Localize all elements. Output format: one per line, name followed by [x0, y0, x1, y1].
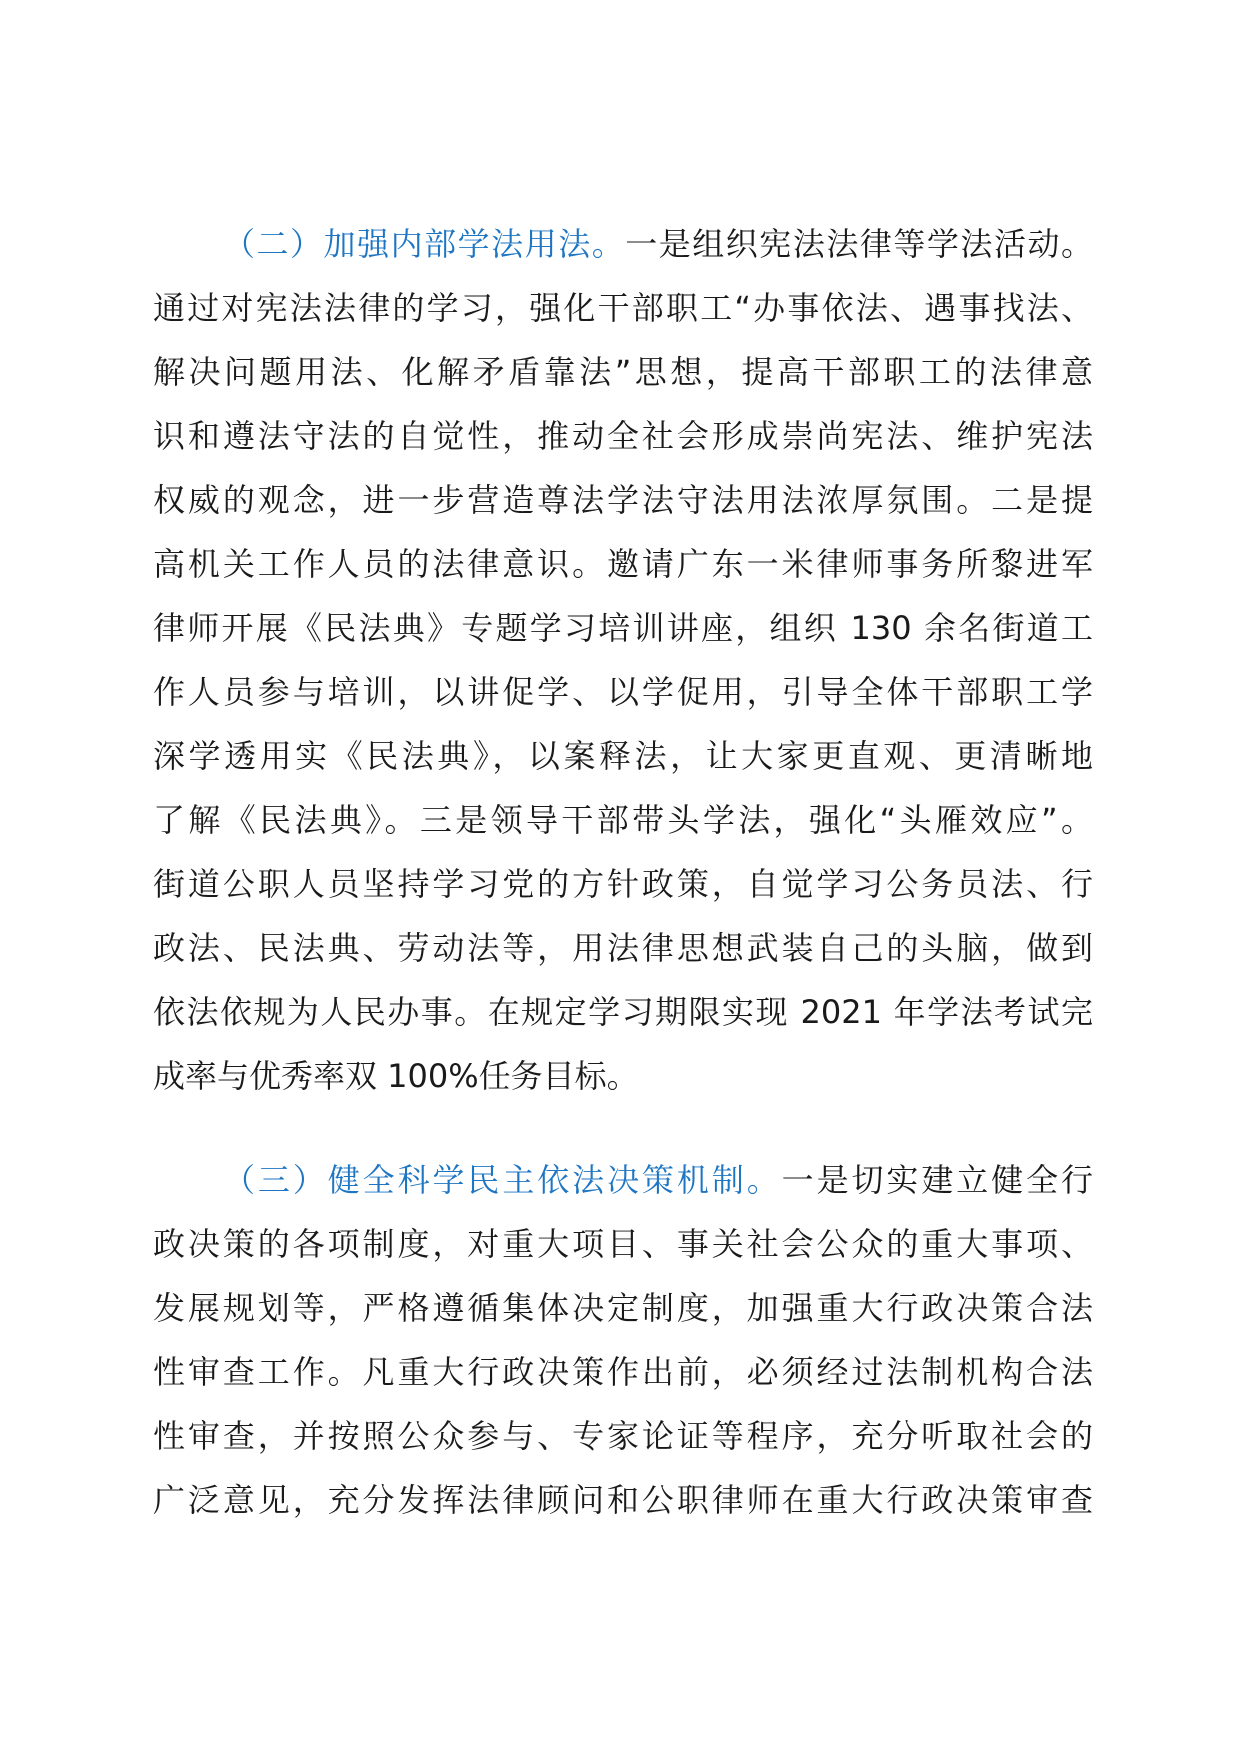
- paragraph-text: 一是切实建立健全行: [781, 1161, 1093, 1199]
- paragraph-line: 律师开展《民法典》专题学习培训讲座，组织 130 余名街道工: [153, 609, 1093, 647]
- paragraph-line: 识和遵法守法的自觉性，推动全社会形成崇尚宪法、维护宪法: [153, 417, 1093, 455]
- paragraph-line: 深学透用实《民法典》，以案释法，让大家更直观、更清晰地: [153, 737, 1093, 775]
- paragraph-text: 一是组织宪法法律等学法活动。: [625, 225, 1093, 263]
- paragraph-line: 性审查工作。凡重大行政决策作出前，必须经过法制机构合法: [153, 1353, 1093, 1391]
- section-heading: （三）健全科学民主依法决策机制。: [223, 1161, 782, 1199]
- paragraph-line: 政决策的各项制度，对重大项目、事关社会公众的重大事项、: [153, 1225, 1093, 1263]
- paragraph-line: 权威的观念，进一步营造尊法学法守法用法浓厚氛围。二是提: [153, 481, 1093, 519]
- paragraph-line: 通过对宪法法律的学习，强化干部职工“办事依法、遇事找法、: [153, 289, 1093, 327]
- paragraph-line: 解决问题用法、化解矛盾靠法”思想，提高干部职工的法律意: [153, 353, 1093, 391]
- paragraph-line: 了解《民法典》。三是领导干部带头学法，强化“头雁效应”。: [153, 801, 1093, 839]
- paragraph-line: 发展规划等，严格遵循集体决定制度，加强重大行政决策合法: [153, 1289, 1093, 1327]
- paragraph-line: 作人员参与培训，以讲促学、以学促用，引导全体干部职工学: [153, 673, 1093, 711]
- paragraph-last-line: 成率与优秀率双 100%任务目标。: [153, 1057, 639, 1095]
- paragraph-section-3: [153, 1148, 1093, 1532]
- paragraph-line: 性审查，并按照公众参与、专家论证等程序，充分听取社会的: [153, 1417, 1093, 1455]
- section-heading: （二）加强内部学法用法。: [223, 225, 626, 263]
- paragraph-first-line: [153, 212, 1093, 276]
- paragraph-line: 广泛意见，充分发挥法律顾问和公职律师在重大行政决策审查: [153, 1481, 1093, 1519]
- paragraph-line: 依法依规为人民办事。在规定学习期限实现 2021 年学法考试完: [153, 993, 1093, 1031]
- paragraph-line: 街道公职人员坚持学习党的方针政策，自觉学习公务员法、行: [153, 865, 1093, 903]
- paragraph-line: 高机关工作人员的法律意识。邀请广东一米律师事务所黎进军: [153, 545, 1093, 583]
- paragraph-first-line: [153, 1148, 1093, 1212]
- paragraph-line: 政法、民法典、劳动法等，用法律思想武装自己的头脑，做到: [153, 929, 1093, 967]
- paragraph-section-2: [153, 212, 1093, 1108]
